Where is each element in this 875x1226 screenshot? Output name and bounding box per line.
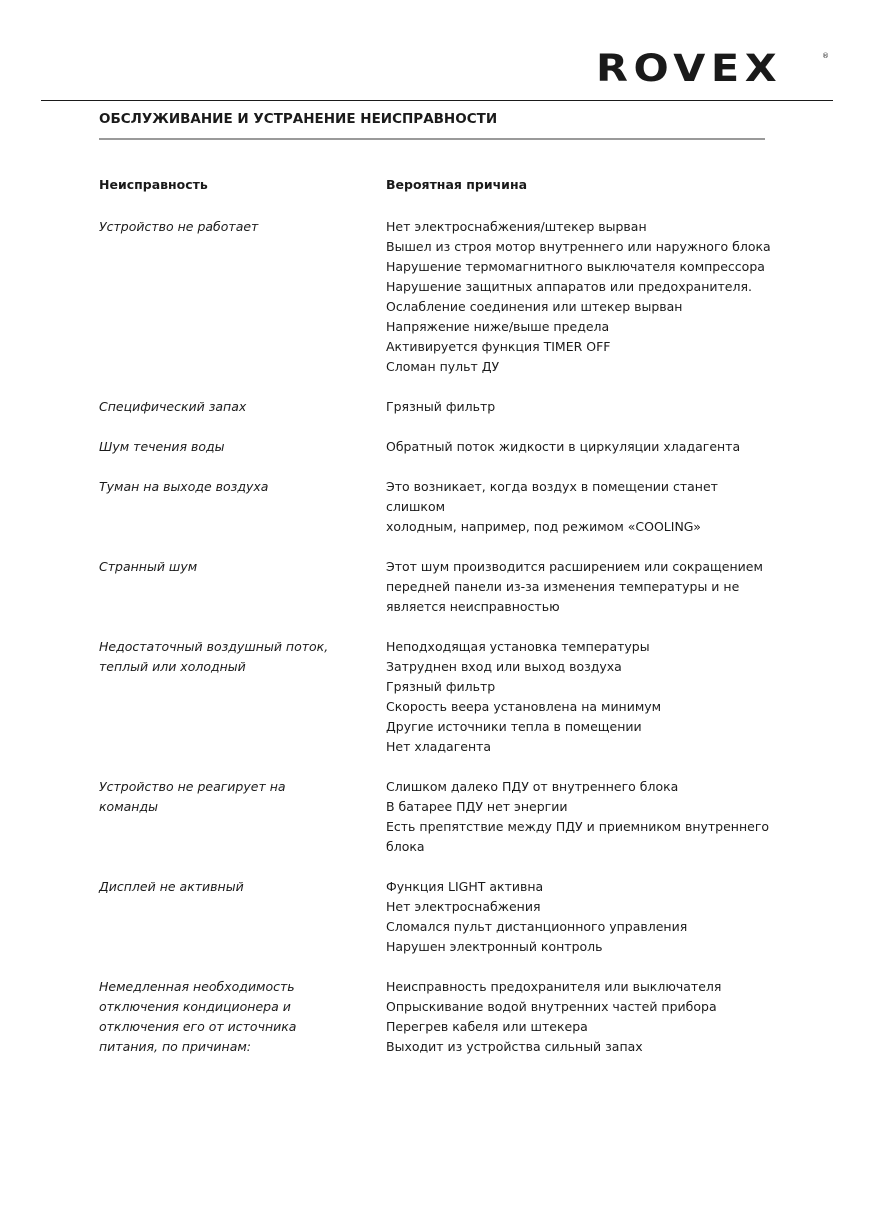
table-row (99, 217, 779, 377)
fault-cell (99, 977, 386, 1057)
cause-line: Функция LIGHT активна (386, 879, 544, 894)
cause-cell (386, 637, 779, 757)
cause-line: Неисправность предохранителя или выключателя (386, 979, 722, 994)
cause-line: Другие источники тепла в помещении (386, 719, 642, 734)
cause-line: холодным, например, под режимом «COOLING» (386, 519, 701, 534)
cause-cell (386, 877, 779, 957)
cause-line: Это возникает, когда воздух в помещении станет слишком (386, 479, 718, 514)
fault-cell (99, 637, 386, 757)
fault-line: отключения кондиционера и (99, 999, 291, 1014)
cause-line: Этот шум производится расширением или сокращением (386, 559, 763, 574)
cause-line: Нет хладагента (386, 739, 492, 754)
cause-line: Выходит из устройства сильный запах (386, 1039, 643, 1054)
cause-line: Грязный фильтр (386, 679, 496, 694)
section-title: ОБСЛУЖИВАНИЕ И УСТРАНЕНИЕ НЕИСПРАВНОСТИ (99, 111, 498, 127)
fault-line: Немедленная необходимость (99, 979, 295, 994)
fault-cell (99, 557, 386, 617)
cause-cell (386, 397, 779, 417)
table-row (99, 557, 779, 617)
cause-line: Нарушение защитных аппаратов или предохранителя. (386, 279, 752, 294)
cause-line: Опрыскивание водой внутренних частей прибора (386, 999, 717, 1014)
cause-line: является неисправностью (386, 599, 560, 614)
fault-line: команды (99, 799, 158, 814)
table-row (99, 637, 779, 757)
fault-line: Устройство не работает (99, 219, 259, 234)
fault-line: теплый или холодный (99, 659, 246, 674)
cause-cell (386, 437, 779, 457)
cause-line: Сломался пульт дистанционного управления (386, 919, 688, 934)
table-row (99, 477, 779, 537)
cause-line: Неподходящая установка температуры (386, 639, 650, 654)
fault-line: отключения его от источника (99, 1019, 297, 1034)
fault-line: Недостаточный воздушный поток, (99, 639, 329, 654)
troubleshooting-table (99, 217, 779, 1077)
fault-line: Специфический запах (99, 399, 247, 414)
fault-cell (99, 877, 386, 957)
table-row (99, 397, 779, 417)
fault-cell (99, 397, 386, 417)
fault-cell (99, 777, 386, 857)
cause-cell (386, 977, 779, 1057)
table-row (99, 777, 779, 857)
fault-cell (99, 477, 386, 537)
fault-cell (99, 217, 386, 377)
cause-cell (386, 777, 779, 857)
fault-line: Странный шум (99, 559, 198, 574)
fault-cell (99, 437, 386, 457)
cause-line: Затруднен вход или выход воздуха (386, 659, 622, 674)
header-divider (41, 100, 833, 101)
column-header-cause: Вероятная причина (386, 177, 528, 192)
fault-line: Шум течения воды (99, 439, 225, 454)
cause-cell (386, 217, 779, 377)
cause-line: Напряжение ниже/выше предела (386, 319, 610, 334)
registered-mark: ® (822, 52, 829, 60)
cause-line: Вышел из строя мотор внутреннего или наружного блока (386, 239, 771, 254)
cause-line: Ослабление соединения или штекер вырван (386, 299, 683, 314)
cause-cell (386, 477, 779, 537)
table-row (99, 877, 779, 957)
cause-line: Активируется функция TIMER OFF (386, 339, 611, 354)
cause-line: Сломан пульт ДУ (386, 359, 500, 374)
column-header-fault: Неисправность (99, 177, 208, 192)
cause-line: Перегрев кабеля или штекера (386, 1019, 588, 1034)
section-divider (99, 138, 765, 140)
cause-line: Нарушен электронный контроль (386, 939, 603, 954)
cause-line: Есть препятствие между ПДУ и приемником внутреннего (386, 819, 770, 834)
cause-line: Нарушение термомагнитного выключателя компрессора (386, 259, 765, 274)
cause-line: Грязный фильтр (386, 399, 496, 414)
fault-line: питания, по причинам: (99, 1039, 252, 1054)
cause-line: передней панели из-за изменения температуры и не (386, 579, 740, 594)
fault-line: Дисплей не активный (99, 879, 244, 894)
fault-line: Туман на выходе воздуха (99, 479, 269, 494)
cause-line: В батарее ПДУ нет энергии (386, 799, 568, 814)
brand-logo: ROVEX (596, 47, 783, 90)
cause-line: Слишком далеко ПДУ от внутреннего блока (386, 779, 679, 794)
cause-line: Скорость веера установлена на минимум (386, 699, 662, 714)
cause-line: Нет электроснабжения/штекер вырван (386, 219, 647, 234)
cause-line: Нет электроснабжения (386, 899, 541, 914)
cause-cell (386, 557, 779, 617)
table-row (99, 437, 779, 457)
cause-line: Обратный поток жидкости в циркуляции хладагента (386, 439, 741, 454)
table-row (99, 977, 779, 1057)
cause-line: блока (386, 839, 425, 854)
fault-line: Устройство не реагирует на (99, 779, 286, 794)
